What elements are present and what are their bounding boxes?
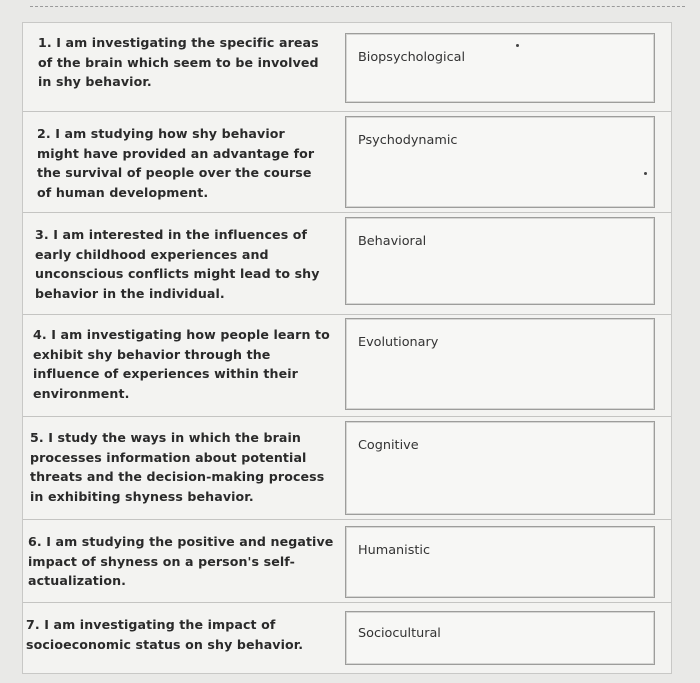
table-row: [23, 23, 671, 111]
answer-box-5[interactable]: [345, 421, 655, 515]
question-6-text: 6. I am studying the positive and negative impact of shyness on a person's self-actualization.: [28, 534, 334, 588]
answer-box-1[interactable]: [345, 33, 655, 103]
table-row: [23, 212, 671, 315]
answer-3-label: Behavioral: [358, 234, 427, 249]
table-row: [23, 416, 671, 520]
answer-5-label: Cognitive: [358, 438, 419, 453]
answer-1-label: Biopsychological: [358, 50, 465, 65]
answer-box-7[interactable]: [345, 611, 655, 665]
answer-box-6[interactable]: [345, 526, 655, 598]
question-4-text: 4. I am investigating how people learn to exhibit shy behavior through the influence of experiences within their environment.: [33, 327, 330, 401]
matching-table: [22, 22, 672, 674]
question-3-text: 3. I am interested in the influences of early childhood experiences and unconscious conflicts might lead to shy behavior in the individual.: [35, 227, 320, 301]
table-row: [23, 314, 671, 417]
speck-mark: [516, 44, 519, 47]
question-5-text: 5. I study the ways in which the brain processes information about potential threats and the decision-making process in exhibiting shyness behavior.: [30, 430, 325, 504]
question-1-text: 1. I am investigating the specific areas of the brain which seem to be involved in shy behavior.: [38, 35, 319, 89]
answer-7-label: Sociocultural: [358, 626, 441, 641]
answer-box-2[interactable]: [345, 116, 655, 208]
question-7-text: 7. I am investigating the impact of socioeconomic status on shy behavior.: [26, 617, 304, 652]
speck-mark: [644, 172, 647, 175]
question-2-text: 2. I am studying how shy behavior might have provided an advantage for the survival of people over the course of human development.: [37, 126, 315, 200]
answer-box-3[interactable]: [345, 217, 655, 305]
answer-box-4[interactable]: [345, 318, 655, 410]
top-dashed-border: [30, 6, 685, 7]
table-row: [23, 519, 671, 603]
answer-4-label: Evolutionary: [358, 335, 439, 350]
answer-2-label: Psychodynamic: [358, 133, 458, 148]
answer-6-label: Humanistic: [358, 543, 430, 558]
table-row: [23, 602, 671, 674]
table-row: [23, 111, 671, 213]
